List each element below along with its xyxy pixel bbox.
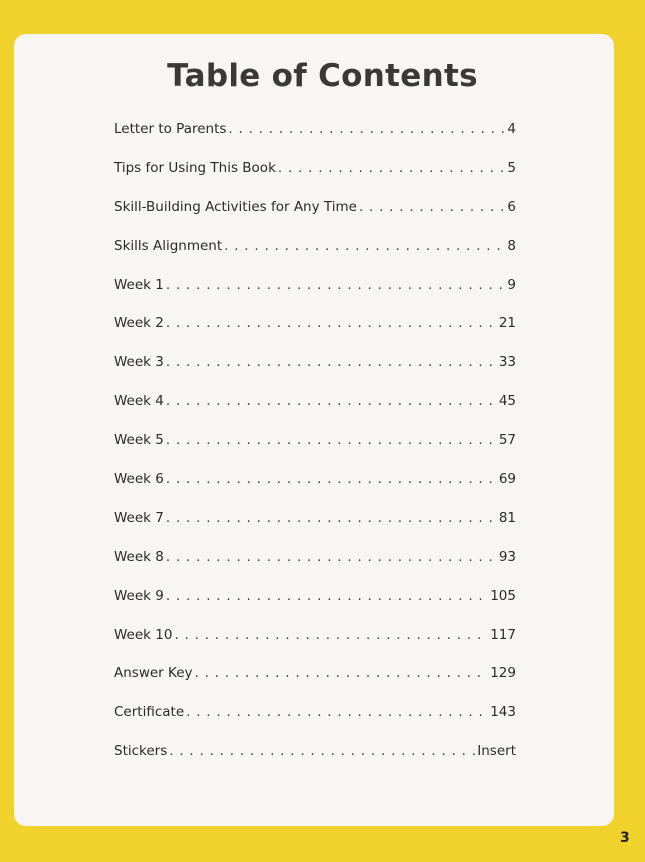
- toc-entry-label: Answer Key: [114, 665, 193, 682]
- toc-entry-page: 9: [507, 276, 516, 293]
- toc-entry: [114, 354, 516, 393]
- dot-leader: [166, 432, 497, 448]
- toc-entry-page: 93: [498, 548, 516, 565]
- toc-entry-label: Skills Alignment: [114, 237, 223, 254]
- toc-entry-page: Insert: [477, 743, 516, 760]
- toc-entry-label: Week 8: [114, 548, 164, 565]
- toc-entry: [114, 432, 516, 471]
- dot-leader: [278, 160, 506, 176]
- toc-entry: [114, 743, 516, 782]
- toc-entry-label: Letter to Parents: [114, 121, 227, 137]
- toc-entry: [114, 199, 516, 238]
- toc-entry: [114, 588, 516, 627]
- dot-leader: [186, 704, 488, 720]
- toc-entry: [114, 238, 516, 277]
- toc-entry: [114, 121, 516, 160]
- toc-entry-label: Certificate: [114, 704, 185, 721]
- dot-leader: [228, 121, 505, 137]
- dot-leader: [166, 277, 506, 293]
- dot-leader: [169, 743, 475, 759]
- toc-entry-label: Stickers: [114, 743, 168, 760]
- toc-entry-label: Tips for Using This Book: [114, 159, 276, 176]
- dot-leader: [166, 354, 497, 370]
- dot-leader: [359, 199, 505, 215]
- toc-entry: [114, 510, 516, 549]
- toc-entry-page: 33: [498, 354, 516, 371]
- page-number: 3: [620, 830, 630, 846]
- toc-entry-page: 69: [498, 471, 516, 488]
- toc-entry: [114, 665, 516, 704]
- table-of-contents: [114, 121, 516, 782]
- dot-leader: [166, 315, 497, 331]
- toc-entry-page: 81: [498, 509, 516, 526]
- toc-entry-page: 5: [507, 159, 516, 176]
- toc-entry-label: Week 5: [114, 432, 164, 449]
- toc-entry-label: Week 1: [114, 276, 164, 293]
- toc-entry: [114, 160, 516, 199]
- dot-leader: [224, 238, 505, 254]
- toc-entry-page: 4: [507, 121, 516, 137]
- dot-leader: [166, 393, 497, 409]
- toc-entry-page: 105: [490, 587, 516, 604]
- toc-entry-page: 45: [498, 393, 516, 410]
- toc-entry-label: Week 3: [114, 354, 164, 371]
- toc-entry: [114, 704, 516, 743]
- toc-entry-label: Week 10: [114, 626, 173, 643]
- toc-entry-label: Week 6: [114, 471, 164, 488]
- toc-entry: [114, 277, 516, 316]
- toc-entry-page: 8: [507, 237, 516, 254]
- toc-entry-label: Week 9: [114, 587, 164, 604]
- dot-leader: [166, 588, 488, 604]
- toc-entry-page: 117: [490, 626, 516, 643]
- dot-leader: [166, 510, 497, 526]
- toc-entry-label: Week 2: [114, 315, 164, 332]
- toc-entry-page: 6: [507, 198, 516, 215]
- dot-leader: [166, 471, 497, 487]
- toc-entry-page: 57: [498, 432, 516, 449]
- toc-entry: [114, 393, 516, 432]
- toc-entry-label: Skill-Building Activities for Any Time: [114, 198, 357, 215]
- toc-entry-page: 21: [498, 315, 516, 332]
- toc-entry: [114, 315, 516, 354]
- dot-leader: [174, 627, 488, 643]
- dot-leader: [166, 549, 497, 565]
- toc-entry-page: 129: [490, 665, 516, 682]
- toc-entry: [114, 471, 516, 510]
- toc-entry: [114, 549, 516, 588]
- toc-entry-label: Week 4: [114, 393, 164, 410]
- dot-leader: [195, 665, 489, 681]
- toc-entry-page: 143: [490, 704, 516, 721]
- toc-entry-label: Week 7: [114, 509, 164, 526]
- toc-entry: [114, 627, 516, 666]
- page-title: Table of Contents: [167, 58, 478, 94]
